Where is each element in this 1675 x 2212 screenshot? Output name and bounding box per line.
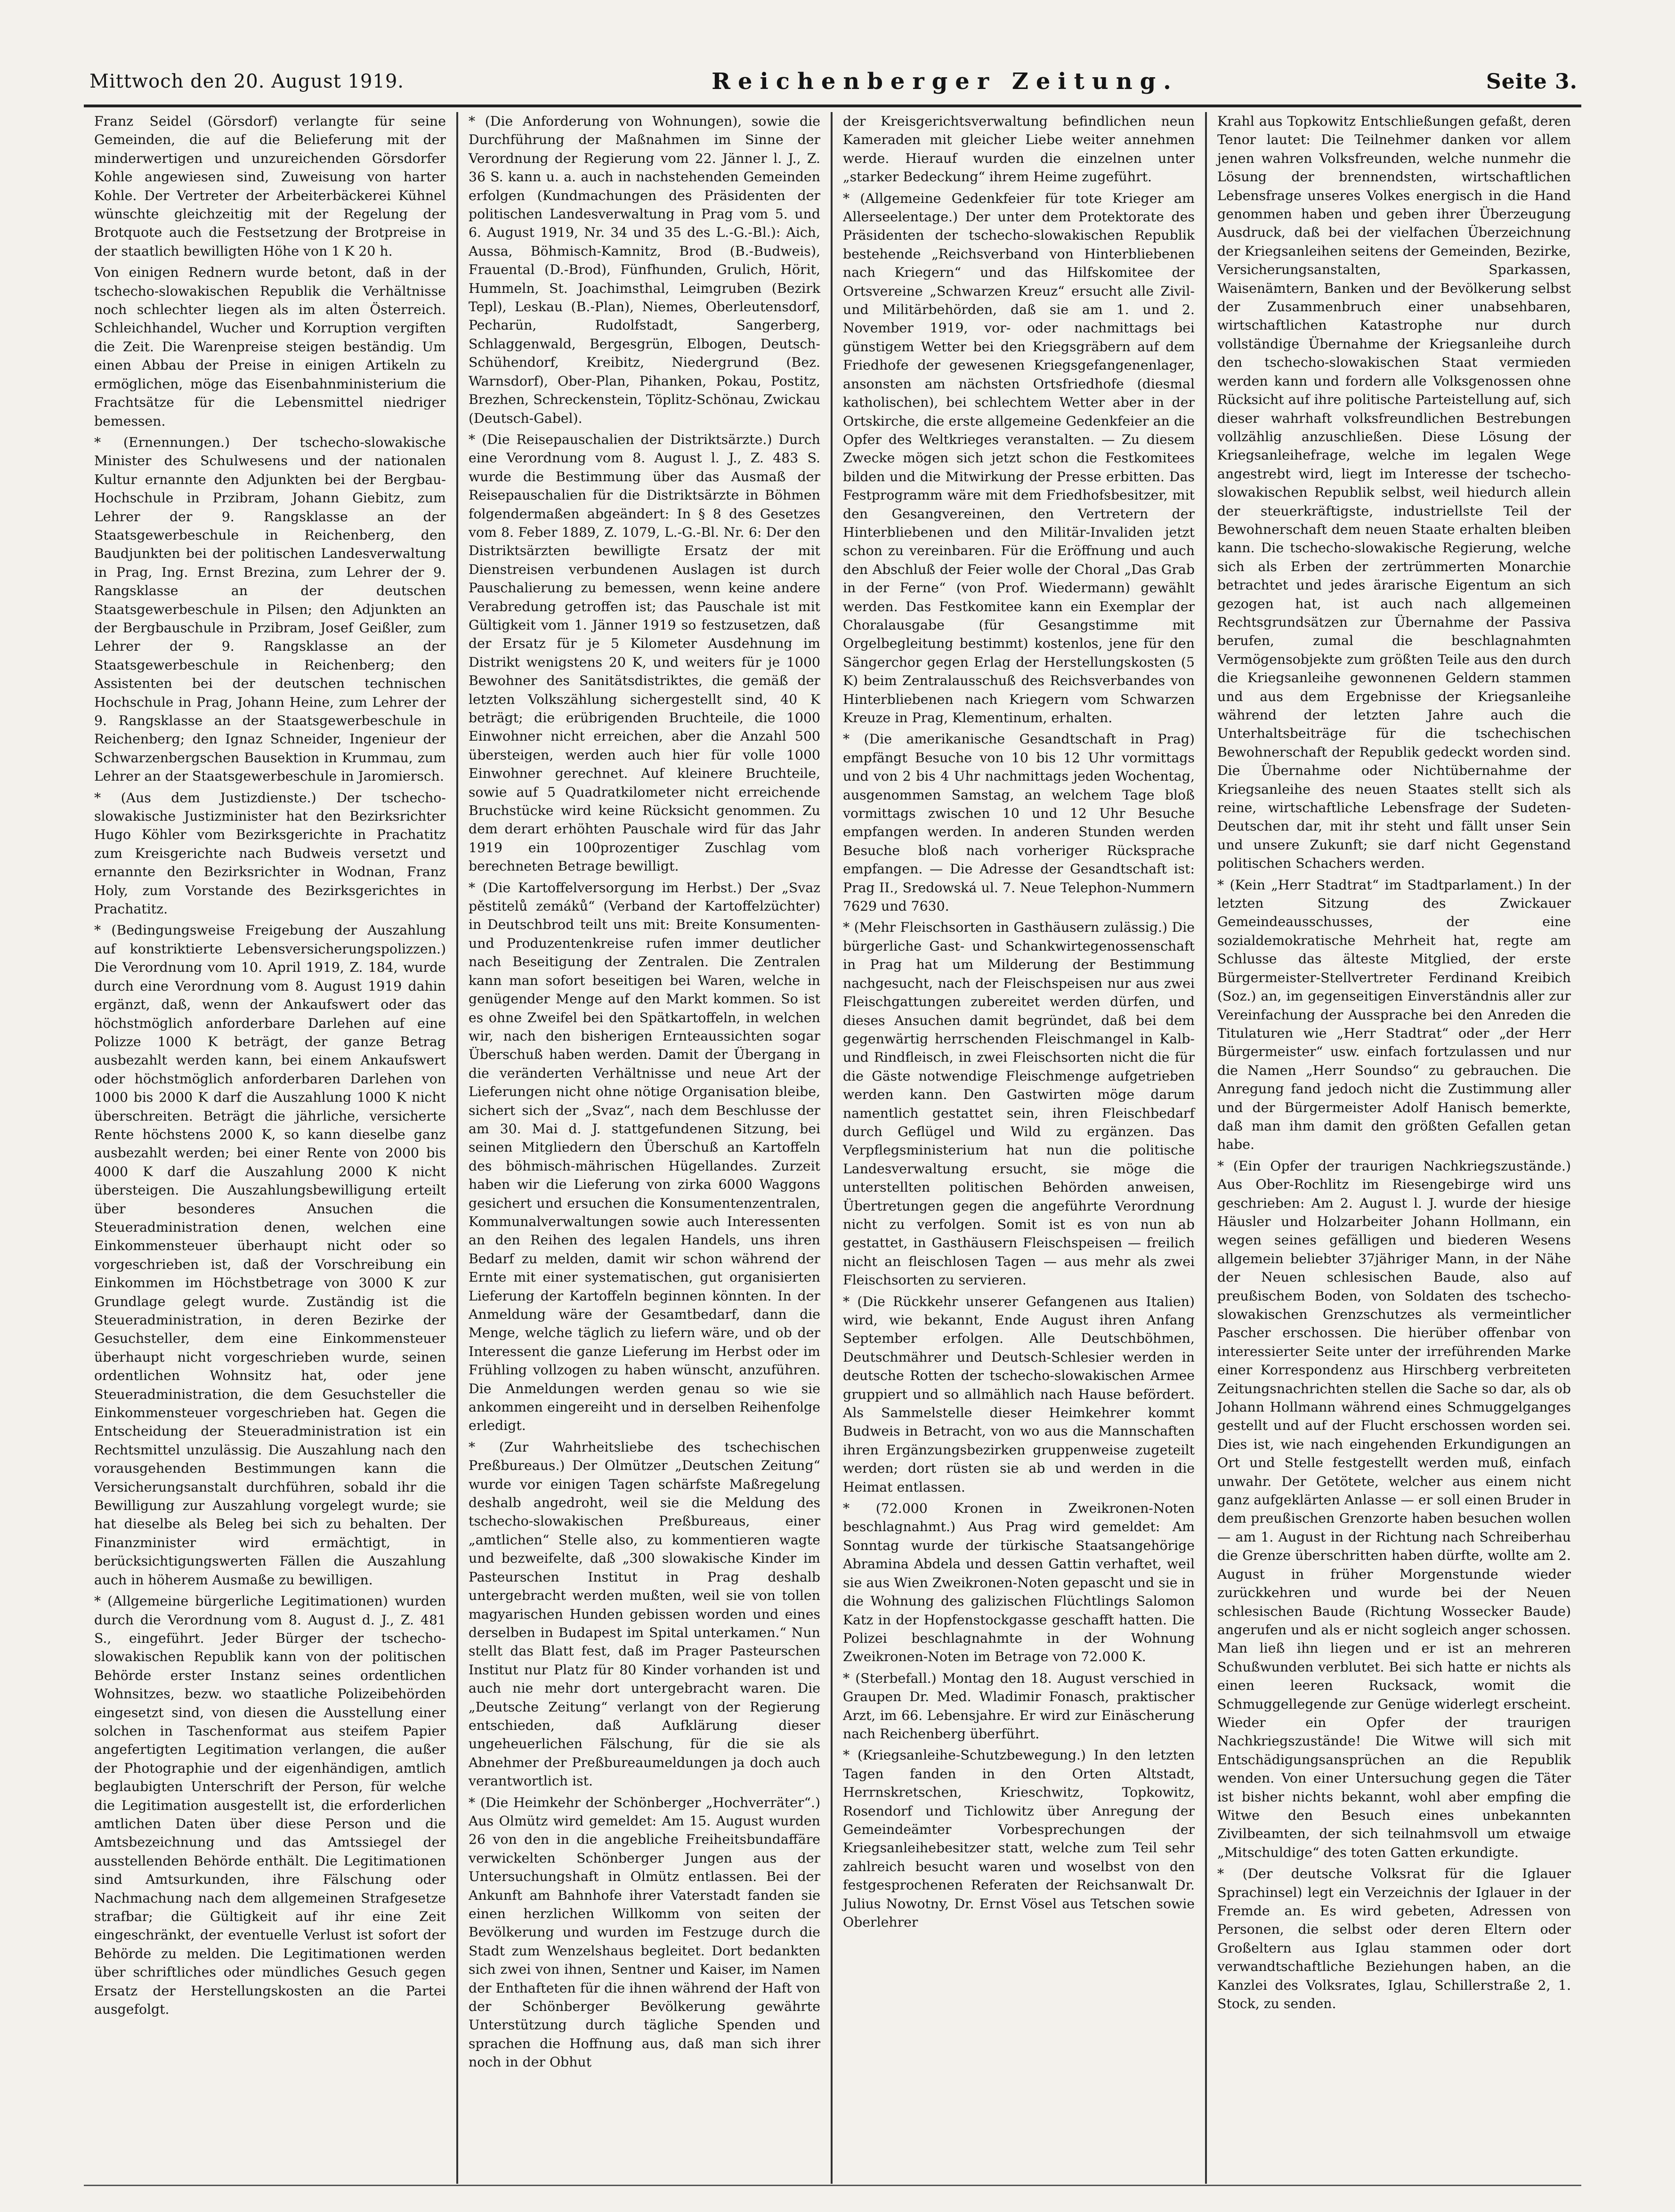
article-paragraph: * (Kriegsanleihe-Schutzbewegung.) In den letzten Tagen fanden in den Orten Altstadt, Herrnskretschen, Krieschwitz, Topkowitz, Rosendorf und Tichlowitz über Anregung der Gemeindeämter Vorbesprechungen der Kriegsanleihebesitzer statt, welche zum Teil sehr zahlreich besucht waren und woselbst von den festgesprochenen Referaten der Reichsanwalt Dr. Julius Nowotny, Dr. Ernst Vösel aus Tetschen sowie Oberlehrer bbox=[843, 1747, 1195, 1930]
article-paragraph: * (72.000 Kronen in Zweikronen-Noten beschlagnahmt.) Aus Prag wird gemeldet: Am Sonntag wurde der türkische Staatsangehörige Abramina Abdela und dessen Gattin verhaftet, weil sie aus Wien Zweikronen-Noten gepascht und sie in die Wohnung des galizischen Flüchtlings Salomon Katz in der Hopfenstockgasse geschafft hatten. Die Polizei beschlagnahmte in der Wohnung Zweikronen-Noten im Betrage von 72.000 K. bbox=[843, 1501, 1195, 1665]
article-paragraph: * (Ernennungen.) Der tschecho-slowakische Minister des Schulwesens und der nationalen Kultur ernannte den Adjunkten bei der Bergbau-Hochschule in Przibram, Johann Giebitz, zum Lehrer der 9. Rangsklasse an der Staatsgewerbeschule in Reichenberg, den Baudjunkten bei der politischen Landesverwaltung in Prag, Ing. Ernst Brezina, zum Lehrer der 9. Rangsklasse an der deutschen Staatsgewerbeschule in Pilsen; den Adjunkten an der Bergbauschule in Przibram, Josef Geißler, zum Lehrer der 9. Rangsklasse an der Staatsgewerbeschule in Reichenberg; den Assistenten bei der deutschen technischen Hochschule in Prag, Johann Heine, zum Lehrer der 9. Rangsklasse an der Staatsgewerbeschule in Reichenberg; den Ignaz Schneider, Ingenieur der Schwarzenbergschen Bausektion in Krummau, zum Lehrer an der Staatsgewerbeschule in Jaromiersch. bbox=[94, 434, 446, 784]
page-number: Seite 3. bbox=[1486, 69, 1578, 94]
article-paragraph: * (Die Heimkehr der Schönberger „Hochverräter“.) Aus Olmütz wird gemeldet: Am 15. August wurden 26 von den in die angebliche Freiheitsbundaffäre verwickelten Schönberger Jungen aus der Untersuchungshaft in Olmütz entlassen. Bei der Ankunft am Bahnhofe ihrer Vaterstadt fanden sie einen herzlichen Willkomm von seiten der Bevölkerung und wurden im Festzuge durch die Stadt zum Wenzelshaus begleitet. Dort bedankten sich zwei von ihnen, Sentner und Kaiser, im Namen der Enthafteten für die ihnen während der Haft von der Schönberger Bevölkerung gewährte Unterstützung durch tägliche Spenden und sprachen die Hoffnung aus, daß man sich ihrer noch in der Obhut bbox=[469, 1794, 820, 2070]
issue-date: Mittwoch den 20. August 1919. bbox=[89, 71, 405, 92]
article-paragraph: * (Allgemeine Gedenkfeier für tote Krieger am Allerseelentage.) Der unter dem Protektorate des Präsidenten der tschecho-slowakischen Republik bestehende „Reichsverband von Hinterbliebenen nach Kriegern“ und das Hilfskomitee der Ortsvereine „Schwarzen Kreuz“ ersucht alle Zivil- und Militärbehörden, daß sie am 1. und 2. November 1919, vor- oder nachmittags bei günstigem Wetter bei den Kriegsgräbern auf dem Friedhofe der gewesenen Kriegsgefangenenlager, ansonsten am nächsten Ortsfriedhofe (diesmal katholischen), bei schlechtem Wetter aber in der Ortskirche, die erste allgemeine Gedenkfeier an die Opfer des Weltkrieges veranstalten. — Zu diesem Zwecke mögen sich jetzt schon die Festkomitees bilden und die Mitwirkung der Presse erbitten. Das Festprogramm wäre mit dem Friedhofsbesitzer, mit den Gesangvereinen, den Vertretern der Hinterbliebenen und den Militär-Invaliden jetzt schon zu vereinbaren. Für die Eröffnung und auch den Abschluß der Feier wolle der Choral „Das Grab in der Ferne“ (von Prof. Wiedermann) gewählt werden. Das Festkomitee kann ein Exemplar der Choralausgabe (für Gesangstimme mit Orgelbegleitung bestimmt) kostenlos, jene für den Sängerchor gegen Erlag der Herstellungskosten (5 K) beim Zentralausschuß des Reichsverbandes von Hinterbliebenen nach Kriegern vom Schwarzen Kreuze in Prag, Klementinum, erhalten. bbox=[843, 190, 1195, 726]
article-paragraph: * (Der deutsche Volksrat für die Iglauer Sprachinsel) legt ein Verzeichnis der Iglauer in der Fremde an. Es wird gebeten, Adressen von Personen, die selbst oder deren Eltern oder Großeltern aus Iglau stammen oder dort verwandtschaftliche Beziehungen haben, an die Kanzlei des Volksrates, Iglau, Schillerstraße 2, 1. Stock, zu senden. bbox=[1217, 1866, 1571, 2012]
column-2 bbox=[458, 112, 833, 2184]
column-1 bbox=[84, 112, 458, 2184]
article-paragraph: * (Ein Opfer der traurigen Nachkriegszustände.) Aus Ober-Rochlitz im Riesengebirge wird uns geschrieben: Am 2. August l. J. wurde der hiesige Häusler und Holzarbeiter Johann Hollmann, ein wegen seines gefälligen und biederen Wesens allgemein beliebter 37jähriger Mann, in der Nähe der Neuen schlesischen Baude, also auf preußischem Boden, von Soldaten des tschecho-slowakischen Grenzschutzes als vermeintlicher Pascher erschossen. Die hierüber offenbar von interessierter Seite unter der irreführenden Marke einer Korrespondenz aus Hirschberg verbreiteten Zeitungsnachrichten stellen die Sache so dar, als ob Johann Hollmann während eines Schmuggelganges gestellt und auf der Flucht erschossen worden sei. Dies ist, wie nach eingehenden Erkundigungen an Ort und Stelle festgestellt werden muß, einfach unwahr. Der Getötete, welcher aus einem nicht ganz aufgeklärten Anlasse — er soll einen Bruder in dem preußischen Grenzorte haben besuchen wollen — am 1. August in der Richtung nach Schreiberhau die Grenze überschritten haben dürfte, wollte am 2. August in früher Morgenstunde wieder zurückkehren und wurde bei der Neuen schlesischen Baude (Richtung Wossecker Baude) angerufen und als er nicht sogleich anger schossen. Man ließ ihn liegen und er ist an mehreren Schußwunden verblutet. Bei sich hatte er nichts als einen leeren Rucksack, womit die Schmuggellegende zur Genüge widerlegt erscheint. Wieder ein Opfer der traurigen Nachkriegszustände! Die Witwe will sich mit Entschädigungsansprüchen an die Republik wenden. Von einer Untersuchung gegen die Täter ist bisher nichts bekannt, wohl aber empfing die Witwe den Besuch eines unbekannten Zivilbeamten, der sich teilnahmsvoll um etwaige „Mitschuldige“ des toten Gatten erkundigte. bbox=[1217, 1158, 1571, 1860]
column-3 bbox=[833, 112, 1207, 2184]
article-paragraph: der Kreisgerichtsverwaltung befindlichen neun Kameraden mit gleicher Liebe weiter annehmen werde. Hierauf wurden die einzelnen unter „starker Bedeckung“ ihrem Heime zugeführt. bbox=[843, 113, 1195, 185]
column-4 bbox=[1207, 112, 1581, 2184]
article-paragraph: * (Sterbefall.) Montag den 18. August verschied in Graupen Dr. Med. Wladimir Fonasch, praktischer Arzt, im 66. Lebensjahre. Er wird zur Einäscherung nach Reichenberg überführt. bbox=[843, 1670, 1195, 1742]
article-paragraph: * (Die amerikanische Gesandtschaft in Prag) empfängt Besuche von 10 bis 12 Uhr vormittags und von 2 bis 4 Uhr nachmittags jeden Wochentag, ausgenommen Samstag, an welchem Tage bloß vormittags zwischen 10 und 12 Uhr Besuche empfangen werden. In anderen Stunden werden Besuche bloß nach vorheriger Rücksprache empfangen. — Die Adresse der Gesandtschaft ist: Prag II., Sredowská ul. 7. Neue Telephon-Nummern 7629 und 7630. bbox=[843, 731, 1195, 914]
masthead: Reichenberger Zeitung. bbox=[712, 68, 1179, 95]
article-paragraph: Krahl aus Topkowitz Entschließungen gefaßt, deren Tenor lautet: Die Teilnehmer danken vor allem jenen wahren Volksfreunden, welche nunmehr die Lösung der brennendsten, wirtschaftlichen Lebensfrage unseres Volkes energisch in die Hand genommen haben und geben ihrer Überzeugung Ausdruck, daß bei der vielfachen Überzeichnung der Kriegsanleihen seitens der Gemeinden, Bezirke, Versicherungsanstalten, Sparkassen, Waisenämtern, Banken und der Bevölkerung selbst der Zusammenbruch einer unabsehbaren, wirtschaftlichen Katastrophe nur durch vollständige Übernahme der Kriegsanleihe durch den tschecho-slowakischen Staat vermieden werden kann und fordern alle Volksgenossen ohne Rücksicht auf ihre politische Parteistellung auf, sich dieser wahrhaft volksfreundlichen Bestrebungen vollzählig anzuschließen. Diese Lösung der Kriegsanleihefrage, welche im legalen Wege angestrebt wird, liegt im Interesse der tschecho-slowakischen Republik selbst, weil hiedurch allein der steuerkräftigste, industriellste Teil der Bewohnerschaft dem neuen Staate erhalten bleiben kann. Die tschecho-slowakische Regierung, welche sich als Erben der zertrümmerten Monarchie betrachtet und jedes ärarische Eigentum an sich gezogen hat, ist auch nach allgemeinen Rechtsgrundsätzen zur Übernahme der Passiva berufen, zumal die beschlagnahmten Vermögensobjekte zum größten Teile aus den durch die Kriegsanleihe gewonnenen Geldern stammen und aus dem Ergebnisse der Kriegsanleihe während der letzten Jahre auch die Unterhaltsbeiträge für die tschechischen Bewohnerschaft der Republik gedeckt worden sind. Die Übernahme oder Nichtübernahme der Kriegsanleihe des neuen Staates stellt sich als reine, wirtschaftliche Lebensfrage der Sudeten-Deutschen dar, mit ihr steht und fällt unser Sein und unsere Zukunft; sie darf nicht Gegenstand politischen Schachers werden. bbox=[1217, 113, 1571, 872]
article-paragraph: * (Die Kartoffelversorgung im Herbst.) Der „Svaz pěstitelů zemáků“ (Verband der Kartoffelzüchter) in Deutschbrod teilt uns mit: Breite Konsumenten- und Produzentenkreise rufen immer deutlicher nach Beseitigung der Zentralen. Die Zentralen kann man sofort beseitigen bei Waren, welche in genügender Menge auf den Markt kommen. So ist es ohne Zweifel bei den Spätkartoffeln, in welchen wir, nach den bisherigen Ernteaussichten sogar Überschuß haben werden. Damit der Übergang in die veränderten Verhältnisse und neue Art der Lieferungen nicht ohne nötige Organisation bleibe, sichert sich der „Svaz“, nach dem Beschlusse der am 30. Mai d. J. stattgefundenen Sitzung, bei seinen Mitgliedern den Überschuß an Kartoffeln des böhmisch-mährischen Hügellandes. Zurzeit haben wir die Lieferung von zirka 6000 Waggons gesichert und ersuchen die Konsumentenzentralen, Kommunalverwaltungen sowie auch Interessenten an den Reihen des legalen Handels, uns ihren Bedarf zu melden, damit wir schon während der Ernte mit einer systematischen, gut organisierten Lieferung der Kartoffeln beginnen könnten. In der Anmeldung wäre der Gesamtbedarf, dann die Menge, welche täglich zu liefern wäre, und ob der Interessent die ganze Lieferung im Herbst oder im Frühling vollzogen zu haben wünscht, anzuführen. Die Anmeldungen werden genau so wie sie ankommen eingereiht und in derselben Reihenfolge erledigt. bbox=[469, 880, 820, 1434]
article-paragraph: * (Die Rückkehr unserer Gefangenen aus Italien) wird, wie bekannt, Ende August ihren Anfang September erfolgen. Alle Deutschböhmen, Deutschmährer und Deutsch-Schlesier werden in deutsche Rotten der tschecho-slowakischen Armee gruppiert und so allmählich nach Hause befördert. Als Sammelstelle dieser Heimkehrer kommt Budweis in Betracht, von wo aus die Mannschaften ihren Ergänzungsbezirken gruppenweise zugeteilt werden; dort rüsten sie ab und werden in die Heimat entlassen. bbox=[843, 1293, 1195, 1495]
article-paragraph: * (Mehr Fleischsorten in Gasthäusern zulässig.) Die bürgerliche Gast- und Schankwirtegenossenschaft in Prag hat um Milderung der Bestimmung nachgesucht, nach der Fleischspeisen nur aus zwei Fleischgattungen zubereitet werden dürfen, und dieses Ansuchen damit begründet, daß bei dem gegenwärtig herrschenden Fleischmangel in Kalb- und Rindfleisch, in zwei Fleischsorten nicht die für die Gäste notwendige Fleischmenge aufgetrieben werden kann. Den Gastwirten möge darum namentlich gestattet sein, ihren Fleischbedarf durch Geflügel und Wild zu ergänzen. Das Verpflegsministerium hat nun die politische Landesverwaltung ersucht, sie möge die unterstellten politischen Behörden anweisen, Übertretungen gegen die angeführte Verordnung nicht zu verfolgen. Somit ist es von nun ab gestattet, in Gasthäusern Fleischspeisen — freilich nicht an fleischlosen Tagen — aus mehr als zwei Fleischsorten zu servieren. bbox=[843, 920, 1195, 1288]
text-columns bbox=[84, 112, 1581, 2184]
article-paragraph: * (Die Reisepauschalien der Distriktsärzte.) Durch eine Verordnung vom 8. August l. J., Z. 483 S. wurde die Bestimmung über das Ausmaß der Reisepauschalien für die Distriktsärzte in Böhmen folgendermaßen abgeändert: In § 8 des Gesetzes vom 8. Feber 1889, Z. 1079, L.-G.-Bl. Nr. 6: Der den Distriktsärzten bewilligte Ersatz der mit Dienstreisen verbundenen Auslagen ist durch Pauschalierung zu bemessen, wenn keine andere Verabredung getroffen ist; das Pauschale ist mit Gültigkeit vom 1. Jänner 1919 so festzusetzen, daß der Ersatz für je 5 Kilometer Ausdehnung im Distrikt wenigstens 20 K, und weiters für je 1000 Bewohner des Sanitätsdistriktes, die gemäß der letzten Volkszählung sichergestellt sind, 40 K beträgt; die erübrigenden Bruchteile, die 1000 Einwohner nicht erreichen, aber die Anzahl 500 übersteigen, werden auch hier für volle 1000 Einwohner gerechnet. Auf kleinere Bruchteile, sowie auf 5 Quadratkilometer nicht erreichende Bruchstücke wird keine Rücksicht genommen. Zu dem derart erhöhten Pauschale wird für das Jahr 1919 ein 100prozentiger Zuschlag vom berechneten Betrage bewilligt. bbox=[469, 431, 820, 874]
article-paragraph: * (Aus dem Justizdienste.) Der tschecho-slowakische Justizminister hat den Bezirksrichter Hugo Köhler vom Bezirksgerichte in Prachatitz zum Kreisgerichte nach Budweis versetzt und ernannte den Bezirksrichter in Wodnan, Franz Holy, zum Vorstande des Bezirksgerichtes in Prachatitz. bbox=[94, 790, 446, 917]
article-paragraph: * (Bedingungsweise Freigebung der Auszahlung auf konstriktierte Lebensversicherungspolizzen.) Die Verordnung vom 10. April 1919, Z. 184, wurde durch eine Verordnung vom 8. August 1919 dahin ergänzt, daß, wenn der Ankaufswert oder das höchstmöglich anforderbare Darlehen auf eine Polizze 1000 K beträgt, der ganze Betrag ausbezahlt werden kann, bei einem Ankaufswert oder höchstmöglich anforderbaren Darlehen von 1000 bis 2000 K darf die Auszahlung 1000 K nicht überschreiten. Beträgt die jährliche, versicherte Rente höchstens 2000 K, so kann dieselbe ganz ausbezahlt werden; bei einer Rente von 2000 bis 4000 K darf die Auszahlung 2000 K nicht übersteigen. Die Auszahlungsbewilligung erteilt über besonderes Ansuchen die Steueradministration denen, welchen eine Einkommensteuer überhaupt nicht oder so vorgeschrieben ist, daß der Vorschreibung ein Einkommen im Höchstbetrage von 3000 K zur Grundlage gelegt wurde. Zuständig ist die Steueradministration, in deren Bezirke der Gesuchsteller, dem eine Einkommensteuer überhaupt nicht vorgeschrieben wurde, seinen ordentlichen Wohnsitz hat, oder jene Steueradministration, die dem Gesuchsteller die Einkommensteuer vorgeschrieben hat. Gegen die Entscheidung der Steueradministration ist ein Rechtsmittel unzulässig. Die Auszahlung nach den vorausgehenden Bestimmungen kann die Versicherungsanstalt durchführen, sobald ihr die Bewilligung zur Auszahlung vorgelegt wurde; sie hat dieselbe als Beleg bei sich zu behalten. Der Finanzminister wird ermächtigt, in berücksichtigungswerten Fällen die Auszahlung auch in höherem Ausmaße zu bewilligen. bbox=[94, 922, 446, 1588]
article-paragraph: * (Die Anforderung von Wohnungen), sowie die Durchführung der Maßnahmen im Sinne der Verordnung der Regierung vom 22. Jänner l. J., Z. 36 S. kann u. a. auch in nachstehenden Gemeinden erfolgen (Kundmachungen des Präsidenten der politischen Landesverwaltung in Prag vom 5. und 6. August 1919, Nr. 34 und 35 des L.-G.-Bl.): Aich, Aussa, Böhmisch-Kamnitz, Brod (B.-Budweis), Frauental (D.-Brod), Fünfhunden, Grulich, Hörit, Hummeln, St. Joachimsthal, Leimgruben (Bezirk Tepl), Leskau (B.-Plan), Niemes, Oberleutensdorf, Pecharün, Rudolfstadt, Sangerberg, Schlaggenwald, Bergesgrün, Elbogen, Deutsch-Schühendorf, Kreibitz, Niedergrund (Bez. Warnsdorf), Ober-Plan, Pihanken, Pokau, Postitz, Brezhen, Schreckenstein, Töplitz-Schönau, Zwickau (Deutsch-Gabel). bbox=[469, 113, 820, 426]
article-paragraph: Von einigen Rednern wurde betont, daß in der tschecho-slowakischen Republik die Verhältnisse noch schlechter liegen als im alten Österreich. Schleichhandel, Wucher und Korruption vergiften die Zeit. Die Warenpreise steigen beständig. Um einen Abbau der Preise in einigen Artikeln zu ermöglichen, möge das Eisenbahnministerium die Frachtsätze für die Lebensmittel niedriger bemessen. bbox=[94, 265, 446, 429]
header-rule bbox=[84, 105, 1581, 107]
article-paragraph: * (Allgemeine bürgerliche Legitimationen) wurden durch die Verordnung vom 8. August d. J., Z. 481 S., eingeführt. Jeder Bürger der tschecho-slowakischen Republik kann von der politischen Behörde erster Instanz seines ordentlichen Wohnsitzes, bezw. wo staatliche Polizeibehörden eingesetzt sind, von diesen die Ausstellung einer solchen in Taschenformat aus steifem Papier angefertigten Legitimation verlangen, die außer der Photographie und der eigenhändigen, amtlich beglaubigten Unterschrift der Person, für welche die Legitimation ausgestellt ist, die erforderlichen amtlichen Daten über diese Person und die Amtsbezeichnung und das Amtssiegel der ausstellenden Behörde enthält. Die Legitimationen sind Amtsurkunden, ihre Fälschung oder Nachmachung nach dem allgemeinen Strafgesetze strafbar; die Gültigkeit auf ihr eine Zeit eingeschränkt, der eventuelle Verlust ist sofort der Behörde zu melden. Die Legitimationen werden über schriftliches oder mündliches Gesuch gegen Ersatz der Herstellungskosten an die Partei ausgefolgt. bbox=[94, 1593, 446, 2018]
footer-rule bbox=[84, 2185, 1581, 2186]
article-paragraph: * (Zur Wahrheitsliebe des tschechischen Preßbureaus.) Der Olmützer „Deutschen Zeitung“ wurde vor einigen Tagen schärfste Maßregelung deshalb angedroht, weil sie die Meldung des tschecho-slowakischen Preßbureaus, einer „amtlichen“ Stelle also, zu kommentieren wagte und bezweifelte, daß „300 slowakische Kinder im Pasteurschen Institut in Prag deshalb untergebracht werden mußten, weil sie von tollen magyarischen Hunden gebissen worden und eines derselben in Budapest im Spital unterkamen.“ Nun stellt das Blatt fest, daß im Prager Pasteurschen Institut nur Platz für 80 Kinder vorhanden ist und auch nie mehr dort untergebracht waren. Die „Deutsche Zeitung“ verlangt von der Regierung entschieden, daß Aufklärung dieser ungeheuerlichen Fälschung, für die sie als Abnehmer der Preßbureaumeldungen ja doch auch verantwortlich ist. bbox=[469, 1439, 820, 1789]
article-paragraph: Franz Seidel (Görsdorf) verlangte für seine Gemeinden, die auf die Belieferung mit der minderwertigen und unzureichenden Görsdorfer Kohle angewiesen sind, Zuweisung von harter Kohle. Der Vertreter der Arbeiterbäckerei Kühnel wünschte gleichzeitig mit der Regelung der Brotquote auch die Festsetzung der Brotpreise in der staatlich bewilligten Höhe von 1 K 20 h. bbox=[94, 113, 446, 259]
page-header bbox=[89, 60, 1578, 103]
article-paragraph: * (Kein „Herr Stadtrat“ im Stadtparlament.) In der letzten Sitzung des Zwickauer Gemeindeausschusses, der eine sozialdemokratische Mehrheit hat, regte am Schlusse das älteste Mitglied, der erste Bürgermeister-Stellvertreter Ferdinand Kreibich (Soz.) an, im gegenseitigen Einverständnis aller zur Vereinfachung der Aussprache bei den Anreden die Titulaturen wie „Herr Stadtrat“ oder „der Herr Bürgermeister“ usw. einfach fortzulassen und nur die Namen „Herr Soundso“ zu gebrauchen. Die Anregung fand jedoch nicht die Zustimmung aller und der Bürgermeister Adolf Hanisch bemerkte, daß man ihm damit den größten Gefallen getan habe. bbox=[1217, 877, 1571, 1153]
